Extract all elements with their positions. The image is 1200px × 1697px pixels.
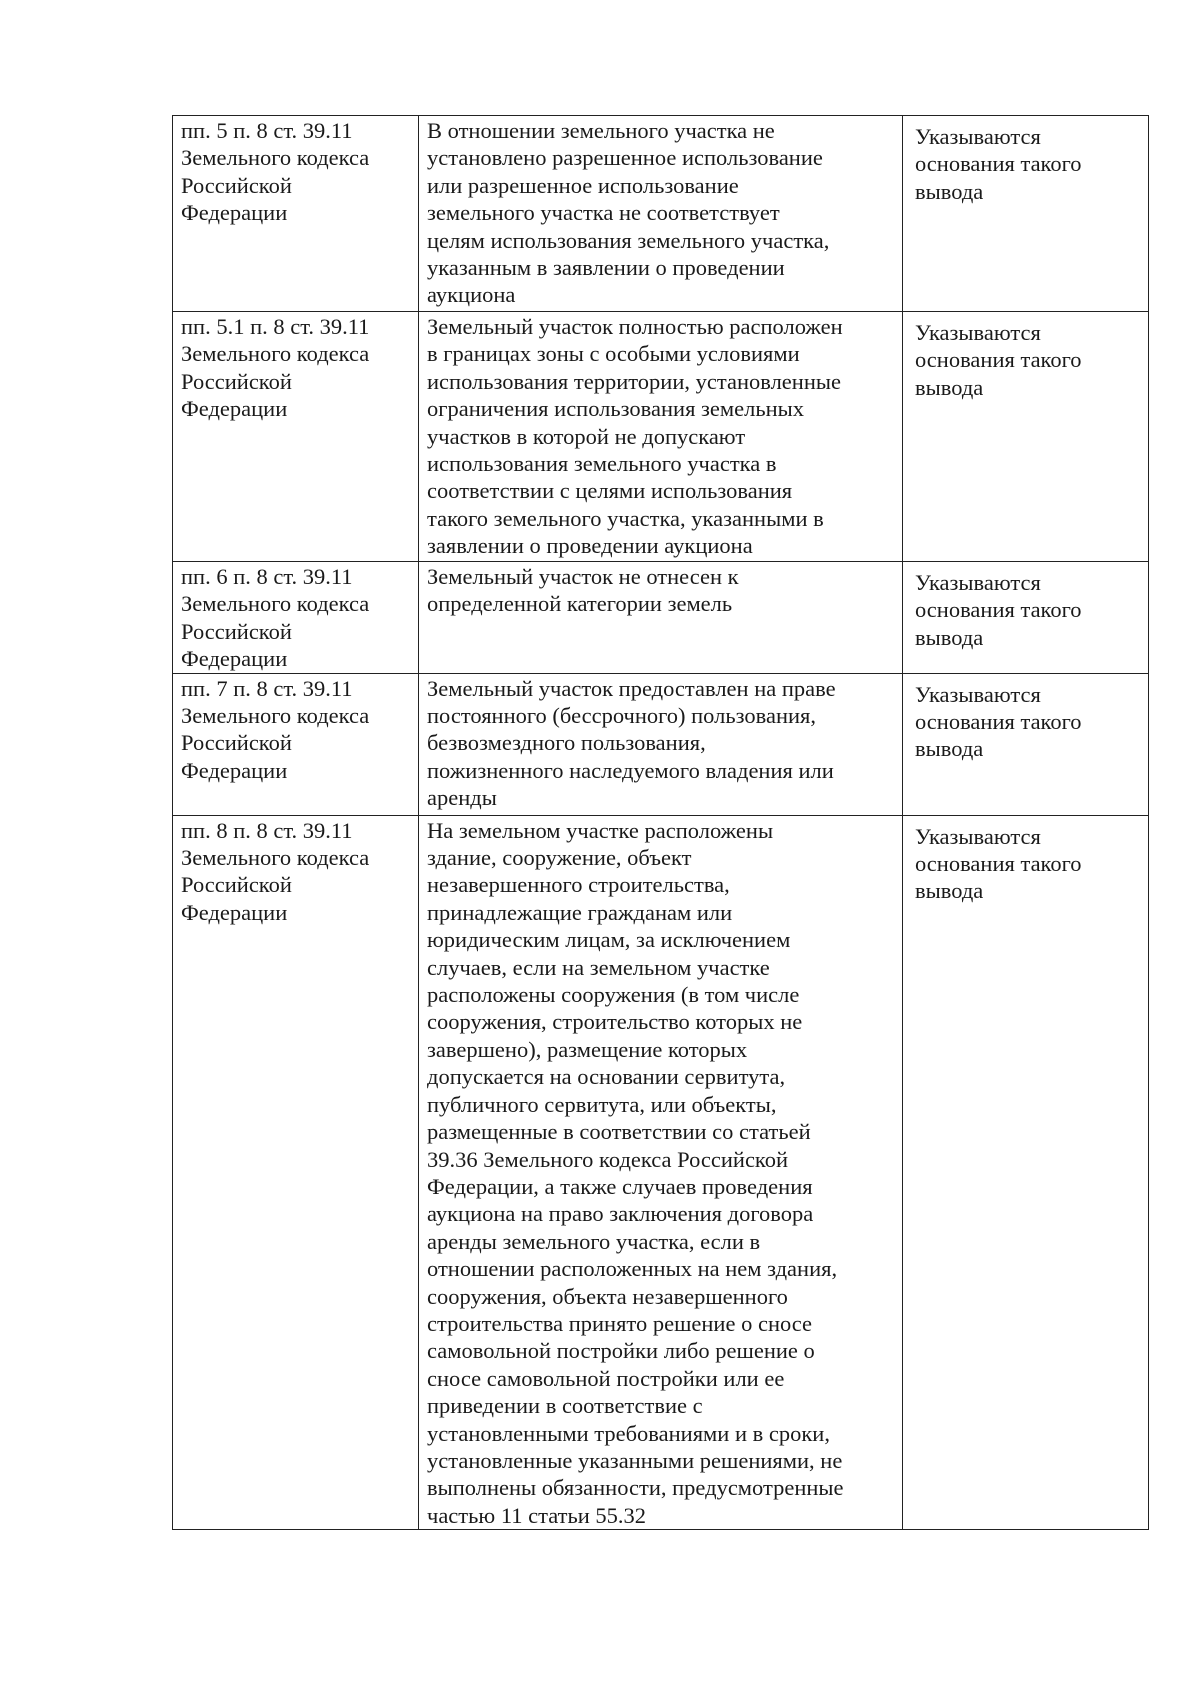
note-cell <box>903 673 1149 815</box>
reference-cell <box>173 312 419 562</box>
note-text: Указываются основания такого вывода <box>915 823 1082 904</box>
table-row <box>173 562 1149 674</box>
note-cell <box>903 312 1149 562</box>
reference-cell <box>173 116 419 312</box>
condition-cell <box>419 116 903 312</box>
reference-text: пп. 6 п. 8 ст. 39.11 Земельного кодекса Российской Федерации <box>181 564 370 672</box>
grounds-table <box>172 115 1149 1530</box>
table-row <box>173 673 1149 815</box>
note-text: Указываются основания такого вывода <box>915 320 1082 400</box>
condition-text: Земельный участок полностью расположен в границах зоны с особыми условиями использования территории, установленные ограничения использования земельных участков в которой не допускают использования земельного участка в соответствии с целями использования такого земельного участка, указанными в заявлении о проведении аукциона <box>427 314 843 559</box>
condition-text: На земельном участке расположены здание, сооружение, объект незавершенного строительства, принадлежащие гражданам или юридическим лицам, за исключением случаев, если на земельном участке расположены сооружения (в том числе сооружения, строительство которых не завершено), размещение которых допускается на основании сервитута, публичного сервитута, или объекты, размещенные в соответствии со статьей 39.36 Земельного кодекса Российской Федерации, а также случаев проведения аукциона на право заключения договора аренды земельного участка, если в отношении расположенных на нем здания, сооружения, объекта незавершенного строительства принято решение о сносе самовольной постройки либо решение о сносе самовольной постройки или ее приведении в соответствие с установленными требованиями и в сроки, установленные указанными решениями, не выполнены обязанности, предусмотренные частью 11 статьи 55.32 <box>427 817 844 1528</box>
note-text: Указываются основания такого вывода <box>915 570 1082 650</box>
reference-text: пп. 5.1 п. 8 ст. 39.11 Земельного кодекса Российской Федерации <box>181 314 370 422</box>
condition-text: Земельный участок не отнесен к определенной категории земель <box>427 564 739 617</box>
reference-cell <box>173 562 419 674</box>
condition-cell <box>419 312 903 562</box>
reference-text: пп. 8 п. 8 ст. 39.11 Земельного кодекса Российской Федерации <box>181 817 370 925</box>
note-cell <box>903 116 1149 312</box>
note-text: Указываются основания такого вывода <box>915 681 1082 762</box>
note-cell <box>903 815 1149 1530</box>
reference-cell <box>173 815 419 1530</box>
note-text: Указываются основания такого вывода <box>915 124 1082 204</box>
condition-cell <box>419 562 903 674</box>
table-row <box>173 815 1149 1530</box>
condition-text: В отношении земельного участка не установлено разрешенное использование или разрешенное использование земельного участка не соответствует целям использования земельного участка, указанным в заявлении о проведении аукциона <box>427 118 830 308</box>
reference-text: пп. 5 п. 8 ст. 39.11 Земельного кодекса Российской Федерации <box>181 118 370 226</box>
table-row <box>173 312 1149 562</box>
condition-text: Земельный участок предоставлен на праве постоянного (бессрочного) пользования, безвозмездного пользования, пожизненного наследуемого владения или аренды <box>427 675 836 811</box>
reference-cell <box>173 673 419 815</box>
condition-cell <box>419 815 903 1530</box>
note-cell <box>903 562 1149 674</box>
reference-text: пп. 7 п. 8 ст. 39.11 Земельного кодекса Российской Федерации <box>181 675 370 783</box>
table-row <box>173 116 1149 312</box>
condition-cell <box>419 673 903 815</box>
